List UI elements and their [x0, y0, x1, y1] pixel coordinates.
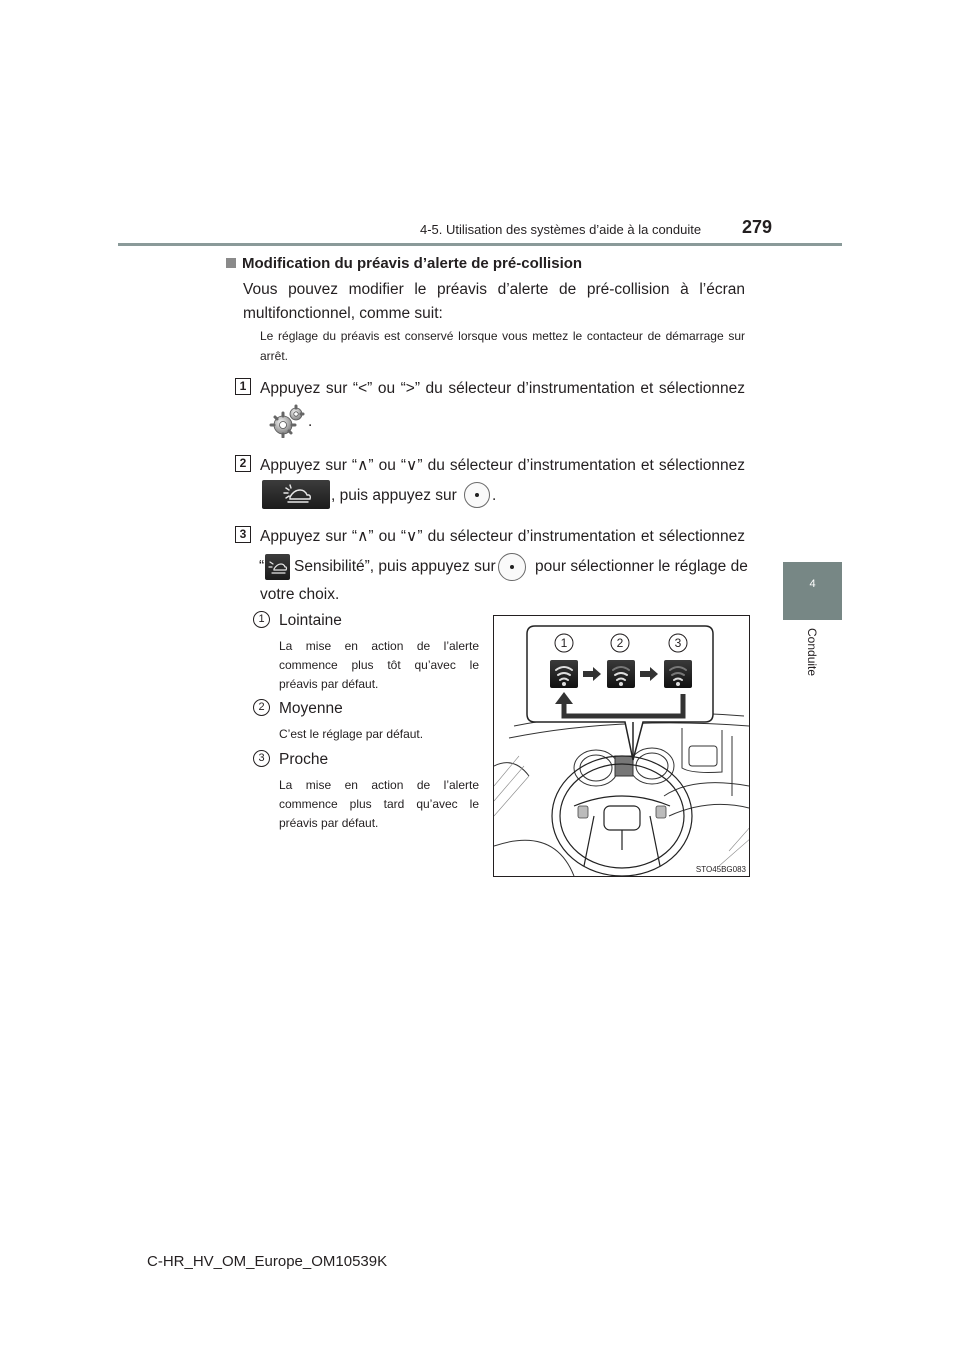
option-label: Moyenne [279, 700, 343, 717]
step-continuation: Sensibilité”, puis appuyez sur [294, 558, 496, 575]
section-heading-text: Modification du préavis d’alerte de pré-collision [242, 255, 583, 272]
callout-3: 3 [674, 636, 682, 650]
step-continuation: , puis appuyez sur [331, 487, 457, 504]
option-label: Lointaine [279, 612, 342, 629]
section-heading [226, 255, 582, 272]
step-number: 3 [235, 526, 251, 543]
square-bullet-icon [226, 258, 236, 268]
sensitivity-tile-near [664, 660, 692, 688]
pcs-display-icon [262, 480, 330, 509]
step-continuation-2: pour sélectionner le réglage de [535, 558, 748, 575]
header-title: 4-5. Utilisation des systèmes d’aide à la conduite [420, 222, 702, 237]
footer-doc-id: C-HR_HV_OM_Europe_OM10539K [147, 1253, 388, 1270]
option-number: 3 [253, 750, 270, 767]
callout-2: 2 [616, 636, 624, 650]
step-text: Appuyez sur “<” ou “>” du sélecteur d’instrumentation et sélectionnez [260, 380, 745, 397]
step-continuation: . [308, 413, 313, 430]
callout-1: 1 [560, 636, 568, 650]
step-number: 1 [235, 378, 251, 395]
header-rule [118, 243, 842, 246]
illustration-code: STO45BG083 [695, 865, 746, 874]
step-text: Appuyez sur “∧” ou “∨” du sélecteur d’instrumentation et sélectionnez [260, 457, 745, 474]
option-number: 1 [253, 611, 270, 628]
sensitivity-tile-far [550, 660, 578, 688]
quote-mark: “ [259, 558, 265, 575]
option-description: C’est le réglage par défaut. [279, 727, 424, 741]
chapter-side-label [780, 628, 846, 688]
step-end: . [492, 487, 497, 504]
pre-collision-icon [262, 480, 330, 509]
dashboard-illustration [494, 616, 750, 877]
chapter-tab [783, 562, 842, 620]
sensitivity-illustration [493, 615, 750, 877]
step-continuation-3: votre choix. [260, 586, 340, 603]
option-description: La mise en action de l’alerte commence plus tôt qu’avec le préavis par défaut. [279, 639, 479, 691]
ok-button-icon [464, 482, 490, 508]
pcs-small-icon [265, 554, 290, 580]
section-note: Le réglage du préavis est conservé lorsque vous mettez le contacteur de démarrage sur arrêt. [260, 329, 745, 363]
option-number: 2 [253, 699, 270, 716]
ok-button-icon [498, 553, 526, 581]
sensitivity-tile-mid [607, 660, 635, 688]
settings-gear-icon [268, 404, 306, 438]
section-intro: Vous pouvez modifier le préavis d’alerte de pré-collision à l’écran multifonctionnel, comme suit: [243, 281, 745, 322]
step-number: 2 [235, 455, 251, 472]
chapter-number: 4 [809, 578, 816, 590]
page-number: 279 [742, 217, 773, 237]
pre-collision-icon [265, 554, 290, 580]
option-label: Proche [279, 751, 329, 768]
option-description: La mise en action de l’alerte commence plus tard qu’avec le préavis par défaut. [279, 778, 479, 830]
chapter-label: Conduite [805, 628, 819, 677]
step-text: Appuyez sur “∧” ou “∨” du sélecteur d’instrumentation et sélectionnez [260, 528, 745, 545]
